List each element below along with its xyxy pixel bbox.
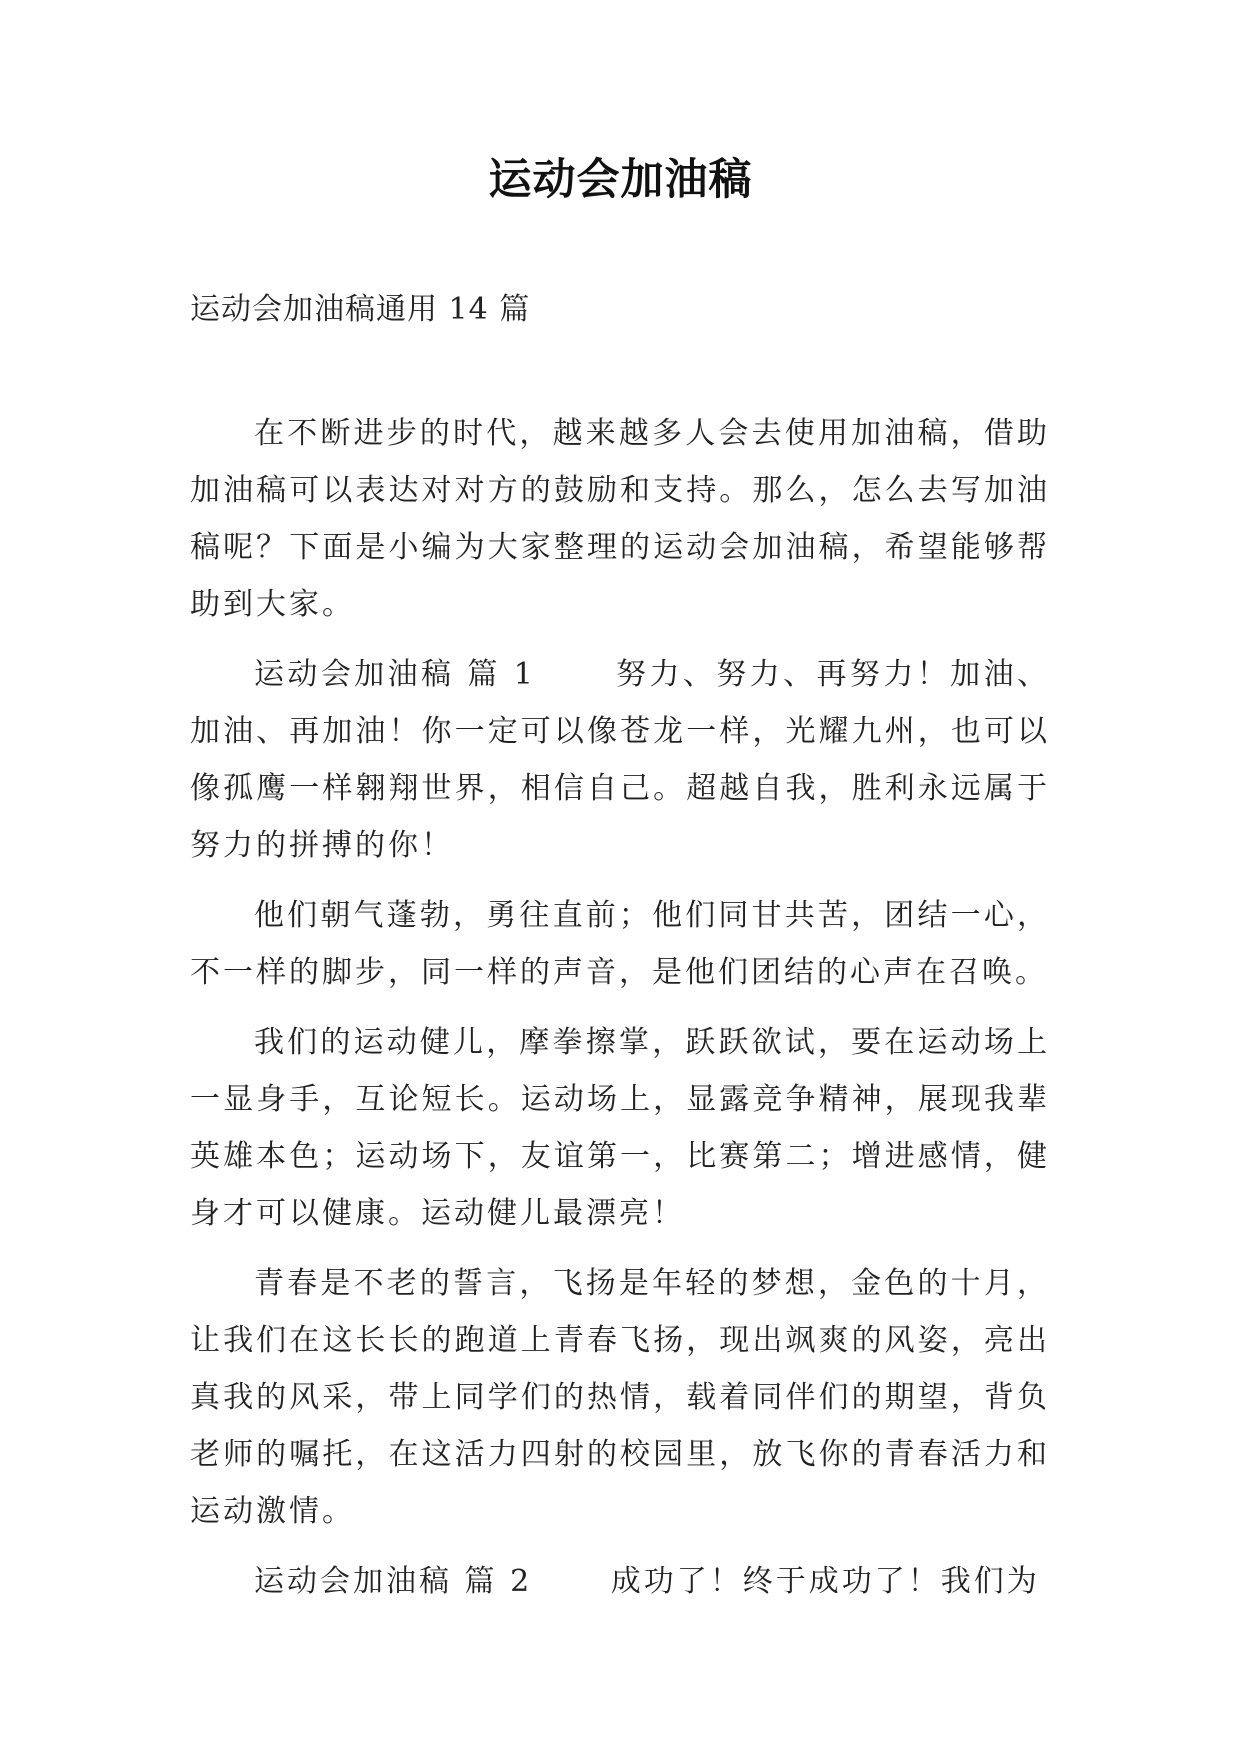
paragraph-intro: 在不断进步的时代，越来越多人会去使用加油稿，借助加油稿可以表达对对方的鼓励和支持。那么，怎么去写加油稿呢？下面是小编为大家整理的运动会加油稿，希望能够帮助到大家。 bbox=[190, 416, 1050, 622]
document-subtitle: 运动会加油稿通用 14 篇 bbox=[190, 292, 531, 327]
paragraph: 他们朝气蓬勃，勇往直前；他们同甘共苦，团结一心，不一样的脚步，同一样的声音，是他们团结的心声在召唤。 bbox=[190, 898, 1050, 990]
paragraph-part-2: 运动会加油稿 篇 2 成功了！终于成功了！我们为 bbox=[254, 1564, 1040, 1599]
document-title: 运动会加油稿 bbox=[488, 155, 753, 205]
paragraph-part-1: 运动会加油稿 篇 1 努力、努力、再努力！加油、加油、再加油！你一定可以像苍龙一样，光耀九州，也可以像孤鹰一样翱翔世界，相信自己。超越自我，胜利永远属于努力的拼搏的你！ bbox=[190, 657, 1050, 863]
paragraph: 青春是不老的誓言，飞扬是年轻的梦想，金色的十月，让我们在这长长的跑道上青春飞扬，现出飒爽的风姿，亮出真我的风采，带上同学们的热情，载着同伴们的期望，背负老师的嘱托，在这活力四射的校园里，放飞你的青春活力和运动激情。 bbox=[190, 1266, 1050, 1529]
document-body bbox=[190, 405, 1050, 1623]
paragraph: 我们的运动健儿，摩拳擦掌，跃跃欲试，要在运动场上一显身手，互论短长。运动场上，显露竞争精神，展现我辈英雄本色；运动场下，友谊第一，比赛第二；增进感情，健身才可以健康。运动健儿最漂亮！ bbox=[190, 1025, 1050, 1231]
